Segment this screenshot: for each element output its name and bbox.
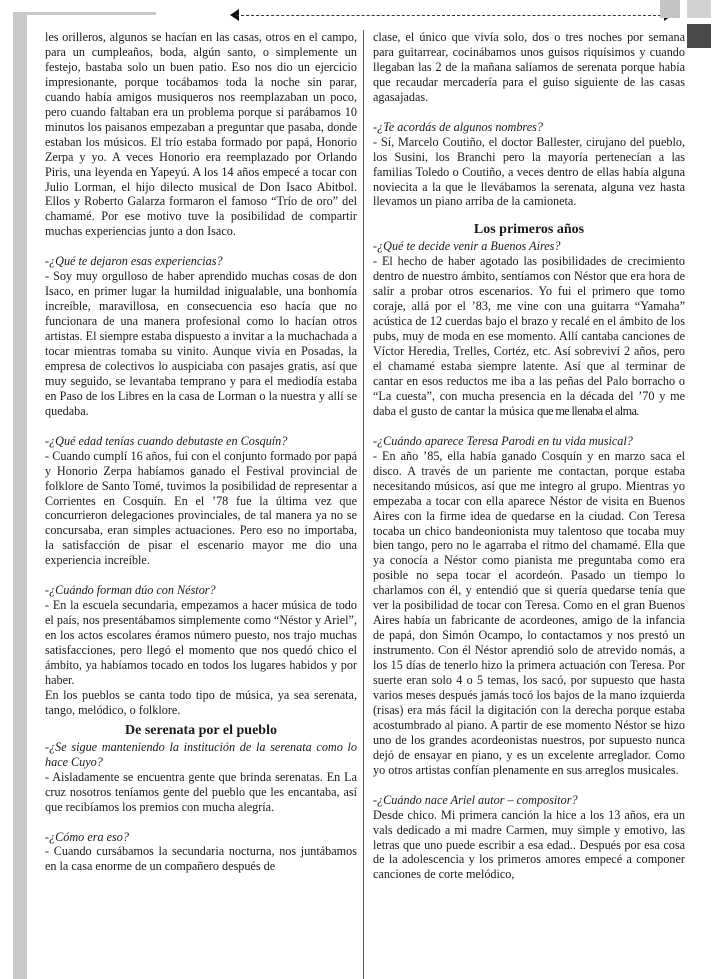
answer [373, 254, 685, 418]
answer-condensed-tail: que me llenaba el alma. [537, 403, 639, 418]
question: -¿Qué edad tenías cuando debutaste en Cosquín? [45, 433, 288, 448]
question: -¿Qué te dejaron esas experiencias? [45, 254, 223, 269]
left-margin-bar [13, 12, 27, 979]
question: -¿Cuándo forman dúo con Néstor? [45, 583, 216, 598]
answer: Desde chico. Mi primera canción la hice a los 13 años, era un vals dedicado a mi madre Carmen, muy simple y emotivo, las letras que uno puede escribir a esa edad.. Después por esa cosa de la adolescencia y los primeros amores empecé a componer canciones de corte melódico, [373, 807, 685, 882]
paragraph: les orilleros, algunos se hacían en las casas, otros en el campo, para un cumpleaños, boda, algún santo, o simplemente un festejo, bastaba solo un buen patio. Eso nos dio un ejercicio impresionante, porque tocábamos toda la noche sin parar, cuando había amigos musiqueros nos reemplazaban un poco, pero cuando faltaban era un problema porque si parábamos 10 minutos los paisanos empezaban a preguntar que pasaba, donde estaban los músicos. El trío estaba formado por papá, Honorio Zerpa y yo. A veces Honorio era reemplazado por Orlando Piris, una leyenda en Yapeyú. A los 14 años empecé a tocar con Julio Lorman, el hijo dilecto musical de Don Isaco Abitbol. Ellos y Roberto Galarza formaron el famoso “Trío de oro” del chamamé. Por ese motivo tuve la posibilidad de compartir muchas experiencias junto a don Isaco. [45, 30, 357, 239]
answer: - Cuando cursábamos la secundaria nocturna, nos juntábamos en la casa enorme de un compañero después de [45, 844, 357, 874]
left-column [45, 30, 357, 874]
answer: En los pueblos se canta todo tipo de música, ya sea serenata, tango, melódico, o folklore. [45, 687, 357, 717]
question: -¿Cuándo nace Ariel autor – compositor? [373, 792, 578, 807]
column-divider [363, 30, 364, 979]
right-column [373, 30, 685, 882]
section-heading: Los primeros años [473, 222, 585, 238]
question: -¿Qué te decide venir a Buenos Aires? [373, 239, 561, 254]
question: -¿Te acordás de algunos nombres? [373, 119, 543, 134]
dashed-arrow-line [236, 15, 666, 16]
top-left-rule [13, 12, 156, 15]
answer: - Cuando cumplí 16 años, fui con el conjunto formado por papá y Honorio Zerpa habíamos ganado el Festival provincial de folklore de Santo Tomé, tuvimos la posibilidad de representar a Corrientes en Cosquín. En el ’78 fue la última vez que concurrieron delegaciones provinciales, de tal manera ya no se concursaba, eran simples actuaciones. Pero eso no importaba, la satisfacción de pisar el escenario mayor me dio una experiencia increíble. [45, 448, 357, 568]
section-heading: De serenata por el pueblo [125, 722, 277, 738]
corner-square-2 [687, 0, 711, 18]
paragraph: clase, el único que vivía solo, dos o tres noches por semana para guitarrear, cocinábamos unos guisos riquísimos y cuando llegaban las 2 de la mañana salíamos de serenata porque había que recaudar mercadería para el guiso siguiente de las casas agasajadas. [373, 30, 685, 104]
answer: - Sí, Marcelo Coutiño, el doctor Ballester, cirujano del pueblo, los Susini, los Branchi pero la mayoría pertenecían a las familias Toledo o Coutiño, a veces dentro de ellas había alguna noviecita a la que le llevábamos la serenata, alguna vez hasta llevamos un piano arriba de la camioneta. [373, 134, 685, 209]
answer: - Aisladamente se encuentra gente que brinda serenatas. En La cruz nosotros teníamos gente del pueblo que les encantaba, así que recibíamos los premios con mucha alegría. [45, 769, 357, 814]
answer: - En año ’85, ella había ganado Cosquín y en marzo saca el disco. A través de un pariente me contactan, porque estaba necesitando músicos, así que me integro al grupo. Mientras yo empezaba a tocar con ella aparece Néstor de visita en Buenos Aires con la firme idea de quedarse en la ciudad. Con Teresa tocaba un chico bandeonionista muy talentoso que tocaba muy bien tango, pero no le agarraba el ritmo del chamamé. Ella que ya conocía a Néstor como pianista me preguntaba como era posible no sepa tocar el acordeón. Pasado un tiempo lo charlamos con él, y entendió que si quería quedarse tenía que ver la posibilidad de tocar con Teresa. Como en el gran Buenos Aires había un fabricante de acordeones, amigo de la infancia de papá, don Simón Ocampo, lo contactamos y nos prestó un instrumento. Con él Néstor aprendió solo de atrevido nomás, a los 15 días de tenerlo hizo la primera actuación con Teresa. Por suerte eran solo 4 o 5 temas, los sacó, por supuesto que hasta varios meses después jamás tocó los bajos de la mano izquierda (risas) era más fácil la digitación con la derecha porque estaba acostumbrado al piano. A partir de ese momento Néstor se hizo uno de los grandes acordeonistas nuestros, por supuesto nunca dejó de ensayar en piano, y es un excelente arreglador. Como yo otros artistas confían plenamente en sus arreglos musicales. [373, 448, 685, 777]
answer: - Soy muy orgulloso de haber aprendido muchas cosas de don Isaco, en primer lugar la humildad inigualable, una bonhomía increíble, maravillosa, en consecuencia eso hacía que no funcionara de una manera profesional como lo hacían otros artistas. El siempre estaba dispuesto a invitar a la muchachada a tocar mientras tomaba su vinito. Aunque vivía en Posadas, la empresa de colectivos lo auspiciaba con pasajes gratis, así que muy seguido, se levantaba temprano y para el mediodía estaba en Paso de los Libres en la casa de Lorman o la nuestra y allí se quedaba. [45, 269, 357, 418]
question: -¿Se sigue manteniendo la institución de la serenata como lo hace Cuyo? [45, 739, 357, 769]
answer-text: - El hecho de haber agotado las posibilidades de crecimiento dentro de nuestro ámbito, sentíamos con Néstor que era hora de salir a probar otros escenarios. Yo fui el primero que tomo coraje, allá por el ’83, me vine con una guitarra “Yamaha” acústica de 12 cuerdas bajo el brazo y recalé en el ámbito de los pubs, muy de moda en ese momento. Allí cantaba canciones de Víctor Heredia, Trelles, Cortéz, etc. Así sobreviví 2 años, pero el chamamé estaba siempre latente. Así que al terminar de cantar en esos reductos me iba a las peñas del Palo borracho o “La cuesta”, con mucha presencia en la década del ’70 y me daba el gusto de cantar la música [373, 254, 685, 418]
question: -¿Cuándo aparece Teresa Parodi en tu vida musical? [373, 433, 633, 448]
question: -¿Cómo era eso? [45, 829, 129, 844]
corner-square-3 [687, 24, 711, 48]
answer: - En la escuela secundaria, empezamos a hacer música de todo el país, nos presentábamos simplemente como “Néstor y Ariel”, en los actos escolares éramos número puesto, nos trajo muchas satisfacciones, pero llegó el momento que nos quedó chico el ámbito, ya habíamos tocado en todos los lugares habidos y por haber. [45, 598, 357, 687]
corner-square-1 [660, 0, 680, 18]
